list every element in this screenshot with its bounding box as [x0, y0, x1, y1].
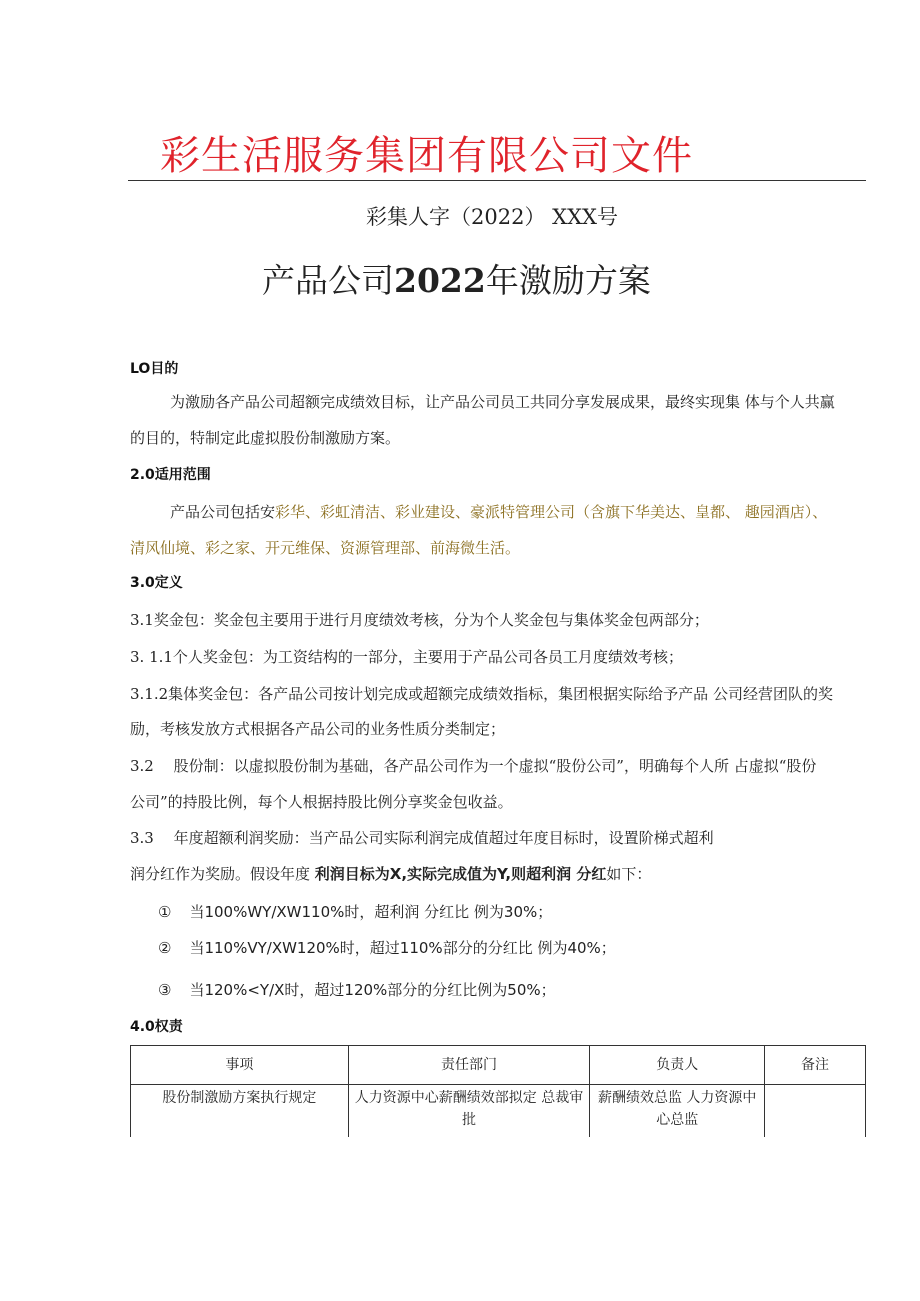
- table-header-cell: 备注: [765, 1046, 866, 1085]
- para-3-2-line-1: 3.2 股份制：以虚拟股份制为基础，各产品公司作为一个虚拟“股份公司”，明确每个人所 占虚拟“股份: [130, 757, 817, 775]
- table-header-cell: 负责人: [590, 1046, 765, 1085]
- table-cell: 薪酬绩效总监 人力资源中心总监: [590, 1085, 765, 1138]
- org-letterhead-title: 彩生活服务集团有限公司文件: [160, 133, 693, 179]
- table-header-cell: 事项: [131, 1046, 349, 1085]
- header-divider: [128, 180, 866, 181]
- section-1-line-2: 的目的，特制定此虚拟股份制激励方案。: [130, 429, 401, 447]
- list-item-text: 当120%<Y/X时，超过120%部分的分红比例为50%；: [189, 981, 556, 999]
- section-4-heading: 4.0权责: [130, 1019, 183, 1035]
- para-3-3-lead: 润分红作为奖励。假设年度: [130, 865, 315, 883]
- scope-lead-text: 产品公司包括安: [170, 503, 276, 521]
- para-3-3-line-2: [130, 862, 651, 886]
- list-item-text: 当110%VY/XW120%时，超过110%部分的分红比 例为40%；: [189, 939, 616, 957]
- responsibility-table: [130, 1045, 866, 1137]
- para-3-3-line-1: 3.3 年度超额利润奖励：当产品公司实际利润完成值超过年度目标时，设置阶梯式超利: [130, 829, 714, 847]
- section-1-heading: LO目的: [130, 361, 179, 377]
- list-item: [158, 900, 552, 924]
- list-item-number: ①: [158, 903, 172, 921]
- para-3-3-tail: 如下：: [606, 865, 652, 883]
- para-3-1-2-line-1: 3.1.2集体奖金包：各产品公司按计划完成或超额完成绩效指标，集团根据实际给予产品 公司经营团队的奖: [130, 685, 833, 703]
- document-number: 彩集人字（2022） XXX号: [366, 205, 618, 229]
- scope-companies-text: 彩华、彩虹清洁、彩业建设、豪派特管理公司（含旗下华美达、皇都、 趣园酒店）、: [275, 503, 828, 521]
- table-row: [131, 1085, 866, 1138]
- list-item-text: 当100%WY/XW110%时，超利润 分红比 例为30%；: [189, 903, 553, 921]
- list-item-number: ②: [158, 939, 172, 957]
- title-prefix: 产品公司: [262, 261, 394, 300]
- section-2-heading: 2.0适用范围: [130, 467, 211, 483]
- table-cell: [765, 1085, 866, 1138]
- document-title: [262, 256, 651, 306]
- para-3-1-1: 3. 1.1个人奖金包：为工资结构的一部分，主要用于产品公司各员工月度绩效考核；: [130, 648, 683, 666]
- section-2-line-1: [170, 500, 827, 524]
- table-cell: 人力资源中心薪酬绩效部拟定 总裁审批: [348, 1085, 590, 1138]
- table-header-row: [131, 1046, 866, 1085]
- list-item-number: ③: [158, 981, 172, 999]
- para-3-1-2-line-2: 励，考核发放方式根据各产品公司的业务性质分类制定；: [130, 720, 506, 738]
- para-3-1: 3.1奖金包：奖金包主要用于进行月度绩效考核，分为个人奖金包与集体奖金包两部分；: [130, 611, 709, 629]
- section-1-line-1: 为激励各产品公司超额完成绩效目标，让产品公司员工共同分享发展成果，最终实现集 体与个人共赢: [170, 393, 835, 411]
- title-suffix: 年激励方案: [485, 261, 651, 300]
- para-3-3-bold-formula: 利润目标为X,实际完成值为Y,则超利润 分红: [314, 865, 607, 883]
- section-2-line-2: 清风仙境、彩之家、开元维保、资源管理部、前海微生活。: [130, 539, 521, 557]
- title-year: 2022: [394, 261, 486, 300]
- para-3-2-line-2: 公司”的持股比例，每个人根据持股比例分享奖金包收益。: [130, 793, 513, 811]
- section-3-heading: 3.0定义: [130, 575, 183, 591]
- table-cell: 股份制激励方案执行规定: [131, 1085, 349, 1138]
- list-item: [158, 936, 616, 960]
- list-item: [158, 978, 556, 1002]
- table-header-cell: 责任部门: [348, 1046, 590, 1085]
